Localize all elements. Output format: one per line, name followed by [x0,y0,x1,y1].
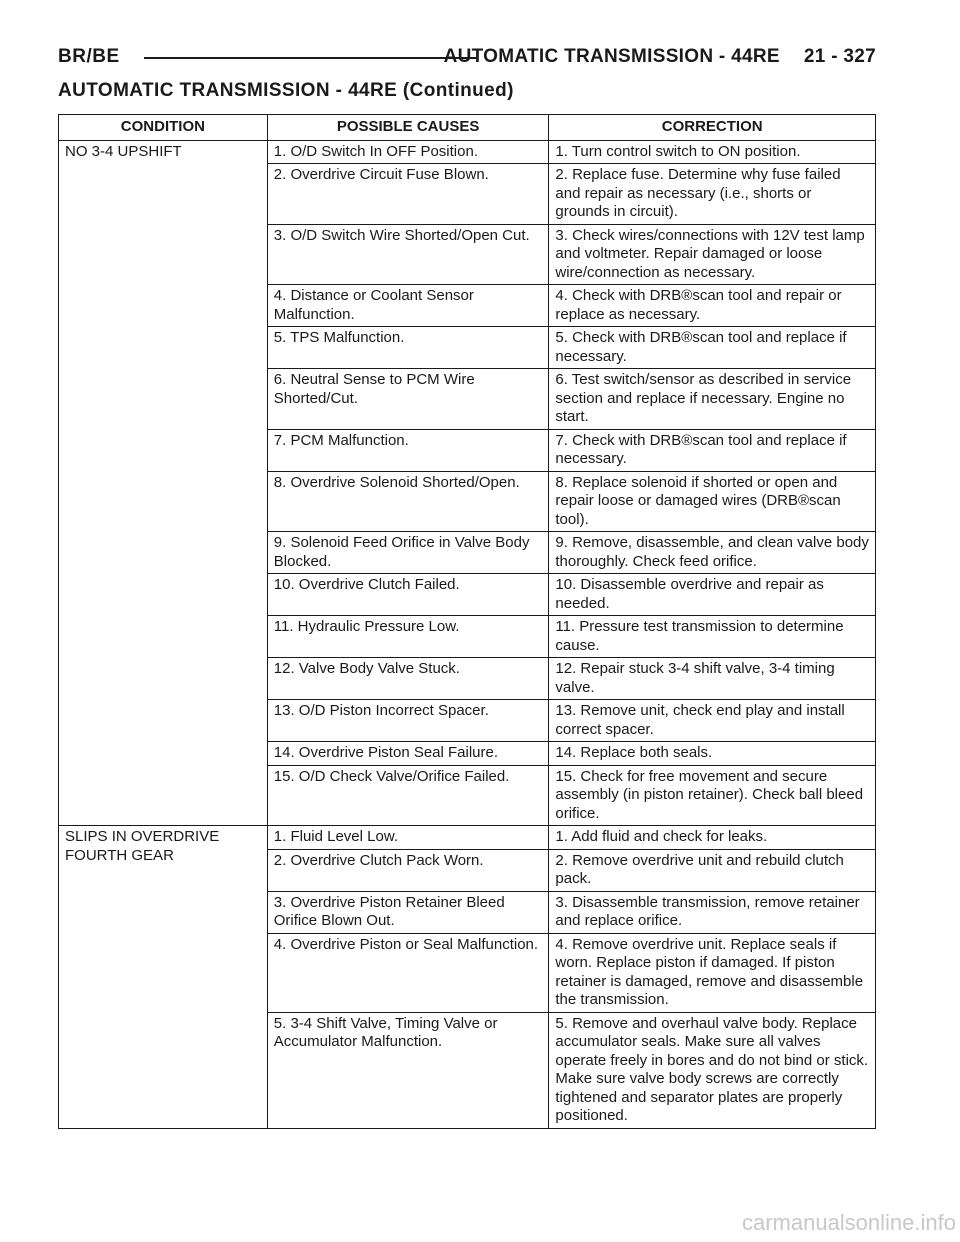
column-header-causes: POSSIBLE CAUSES [267,115,549,141]
cause-cell: 4. Distance or Coolant Sensor Malfunction. [267,285,549,327]
correction-cell: 6. Test switch/sensor as described in service section and replace if necessary. Engine no start. [549,369,876,430]
cause-cell: 5. TPS Malfunction. [267,327,549,369]
continued-title: AUTOMATIC TRANSMISSION - 44RE (Continued) [58,80,514,101]
correction-cell: 1. Turn control switch to ON position. [549,140,876,164]
correction-cell: 14. Replace both seals. [549,742,876,766]
cause-cell: 8. Overdrive Solenoid Shorted/Open. [267,471,549,532]
cause-cell: 14. Overdrive Piston Seal Failure. [267,742,549,766]
page-number: 21 - 327 [803,46,876,67]
table-header-row [59,115,876,141]
cause-cell: 13. O/D Piston Incorrect Spacer. [267,700,549,742]
table-row [59,826,876,850]
header-rule [144,57,476,59]
correction-cell: 15. Check for free movement and secure assembly (in piston retainer). Check ball bleed orifice. [549,765,876,826]
cause-cell: 1. Fluid Level Low. [267,826,549,850]
condition-cell: SLIPS IN OVERDRIVE FOURTH GEAR [59,826,268,1129]
cause-cell: 12. Valve Body Valve Stuck. [267,658,549,700]
correction-cell: 2. Replace fuse. Determine why fuse failed and repair as necessary (i.e., shorts or grounds in circuit). [549,164,876,225]
correction-cell: 4. Remove overdrive unit. Replace seals if worn. Replace piston if damaged. If piston retainer is damaged, remove and disassemble the transmission. [549,933,876,1012]
header-section [444,46,876,68]
table-body [59,140,876,1128]
cause-cell: 3. O/D Switch Wire Shorted/Open Cut. [267,224,549,285]
table-row [59,140,876,164]
correction-cell: 5. Check with DRB®scan tool and replace if necessary. [549,327,876,369]
cause-cell: 3. Overdrive Piston Retainer Bleed Orifice Blown Out. [267,891,549,933]
correction-cell: 3. Disassemble transmission, remove retainer and replace orifice. [549,891,876,933]
correction-cell: 8. Replace solenoid if shorted or open and repair loose or damaged wires (DRB®scan tool). [549,471,876,532]
correction-cell: 10. Disassemble overdrive and repair as needed. [549,574,876,616]
correction-cell: 1. Add fluid and check for leaks. [549,826,876,850]
correction-cell: 5. Remove and overhaul valve body. Replace accumulator seals. Make sure all valves operate freely in bores and do not bind or stick. Make sure valve body screws are correctly tightened and separator plates are properly positioned. [549,1012,876,1128]
correction-cell: 9. Remove, disassemble, and clean valve body thoroughly. Check feed orifice. [549,532,876,574]
cause-cell: 9. Solenoid Feed Orifice in Valve Body Blocked. [267,532,549,574]
header-model: BR/BE [58,46,120,67]
cause-cell: 2. Overdrive Circuit Fuse Blown. [267,164,549,225]
cause-cell: 4. Overdrive Piston or Seal Malfunction. [267,933,549,1012]
cause-cell: 11. Hydraulic Pressure Low. [267,616,549,658]
correction-cell: 7. Check with DRB®scan tool and replace if necessary. [549,429,876,471]
correction-cell: 12. Repair stuck 3-4 shift valve, 3-4 timing valve. [549,658,876,700]
cause-cell: 7. PCM Malfunction. [267,429,549,471]
page-header [58,44,876,72]
column-header-correction: CORRECTION [549,115,876,141]
correction-cell: 11. Pressure test transmission to determine cause. [549,616,876,658]
diagnosis-table [58,114,876,1129]
column-header-condition: CONDITION [59,115,268,141]
correction-cell: 4. Check with DRB®scan tool and repair or replace as necessary. [549,285,876,327]
cause-cell: 1. O/D Switch In OFF Position. [267,140,549,164]
correction-cell: 13. Remove unit, check end play and install correct spacer. [549,700,876,742]
cause-cell: 6. Neutral Sense to PCM Wire Shorted/Cut. [267,369,549,430]
correction-cell: 2. Remove overdrive unit and rebuild clutch pack. [549,849,876,891]
watermark: carmanualsonline.info [741,1210,956,1235]
condition-cell: NO 3-4 UPSHIFT [59,140,268,826]
cause-cell: 10. Overdrive Clutch Failed. [267,574,549,616]
correction-cell: 3. Check wires/connections with 12V test lamp and voltmeter. Repair damaged or loose wire/connection as necessary. [549,224,876,285]
cause-cell: 5. 3-4 Shift Valve, Timing Valve or Accumulator Malfunction. [267,1012,549,1128]
header-section-title: AUTOMATIC TRANSMISSION - 44RE [443,46,780,67]
cause-cell: 2. Overdrive Clutch Pack Worn. [267,849,549,891]
cause-cell: 15. O/D Check Valve/Orifice Failed. [267,765,549,826]
